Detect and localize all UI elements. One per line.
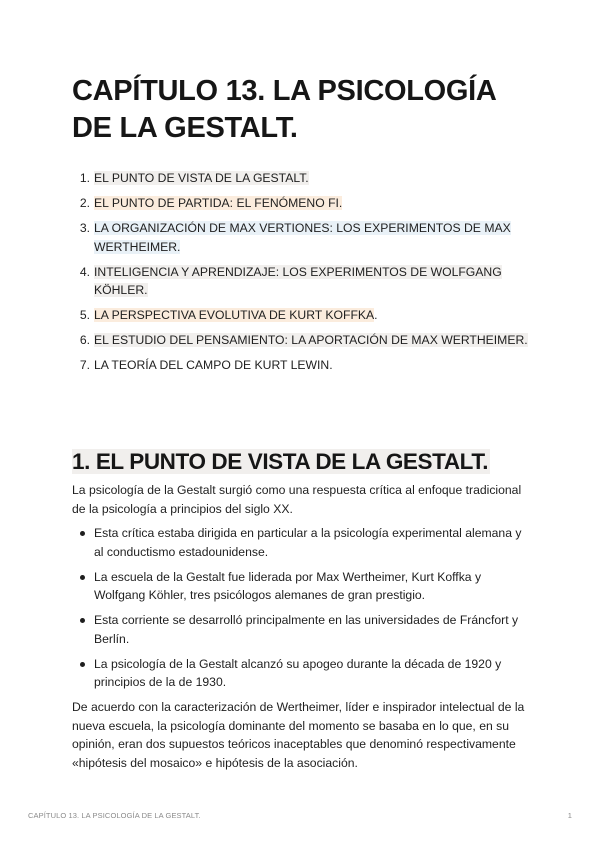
section-heading: 1. EL PUNTO DE VISTA DE LA GESTALT. — [72, 449, 489, 474]
page-title: CAPÍTULO 13. LA PSICOLOGÍA DE LA GESTALT. — [72, 75, 496, 144]
section-intro-paragraph: La psicología de la Gestalt surgió como una respuesta crítica al enfoque tradicional de la psicología a principios del siglo XX. — [72, 483, 522, 516]
toc-item-text: EL PUNTO DE VISTA DE LA GESTALT. — [94, 171, 309, 185]
toc-item-text: INTELIGENCIA Y APRENDIZAJE: LOS EXPERIMENTOS DE WOLFGANG KÖHLER. — [94, 264, 502, 297]
toc-item: 5. LA PERSPECTIVA EVOLUTIVA DE KURT KOFFKA. — [72, 306, 532, 325]
toc-item-text: LA ORGANIZACIÓN DE MAX VERTIONES: LOS EXPERIMENTOS DE MAX WERTHEIMER. — [94, 221, 511, 254]
page-footer — [28, 811, 572, 820]
toc-item-number: 7. — [79, 358, 90, 372]
list-item — [72, 611, 532, 648]
toc-item-text: LA TEORÍA DEL CAMPO DE KURT LEWIN. — [94, 358, 333, 372]
bullet-icon — [80, 618, 85, 623]
footer-running-title: CAPÍTULO 13. LA PSICOLOGÍA DE LA GESTALT. — [28, 811, 201, 820]
toc-item — [72, 263, 532, 300]
bullet-icon — [80, 575, 85, 580]
toc-item — [72, 219, 532, 256]
list-item — [72, 568, 532, 605]
bullet-icon — [80, 662, 85, 667]
list-item-text: Esta crítica estaba dirigida en particular a la psicología experimental alemana y al conductismo estadounidense. — [94, 526, 522, 559]
list-item-text: Esta corriente se desarrolló principalmente en las universidades de Fráncfort y Berlín. — [94, 613, 519, 646]
toc-item-number: 2. — [79, 196, 90, 210]
toc-item-text: EL ESTUDIO DEL PENSAMIENTO: LA APORTACIÓN DE MAX WERTHEIMER. — [94, 333, 528, 347]
footer-page-number: 1 — [567, 811, 572, 820]
list-item-text: La psicología de la Gestalt alcanzó su apogeo durante la década de 1920 y principios de la de 1930. — [94, 656, 502, 689]
list-item-text: La escuela de la Gestalt fue liderada por Max Wertheimer, Kurt Koffka y Wolfgang Köhler, tres psicólogos alemanes de gran prestigio. — [94, 569, 482, 602]
toc-item-text: LA PERSPECTIVA EVOLUTIVA DE KURT KOFFKA — [94, 308, 375, 322]
table-of-contents — [72, 169, 532, 381]
toc-item — [72, 331, 532, 350]
toc-item-number: 4. — [79, 264, 90, 279]
list-item — [72, 655, 532, 692]
toc-item-number: 1. — [79, 171, 90, 185]
toc-item-number: 6. — [79, 333, 90, 347]
bullet-list — [72, 524, 532, 698]
toc-item-text: EL PUNTO DE PARTIDA: EL FENÓMENO FI. — [94, 196, 343, 210]
toc-item — [72, 169, 532, 188]
toc-item-number: 3. — [79, 221, 90, 235]
toc-item-number: 5. — [79, 308, 90, 322]
toc-item — [72, 356, 532, 375]
list-item — [72, 524, 532, 561]
bullet-icon — [80, 531, 85, 536]
toc-item — [72, 194, 532, 213]
section-closing-paragraph: De acuerdo con la caracterización de Wertheimer, líder e inspirador intelectual de la nueva escuela, la psicología dominante del momento se basaba en lo que, en su opinión, eran dos supuestos teóricos inaceptables que denominó respectivamente «hipótesis del mosaico» e hipótesis de la asociación. — [72, 700, 525, 770]
